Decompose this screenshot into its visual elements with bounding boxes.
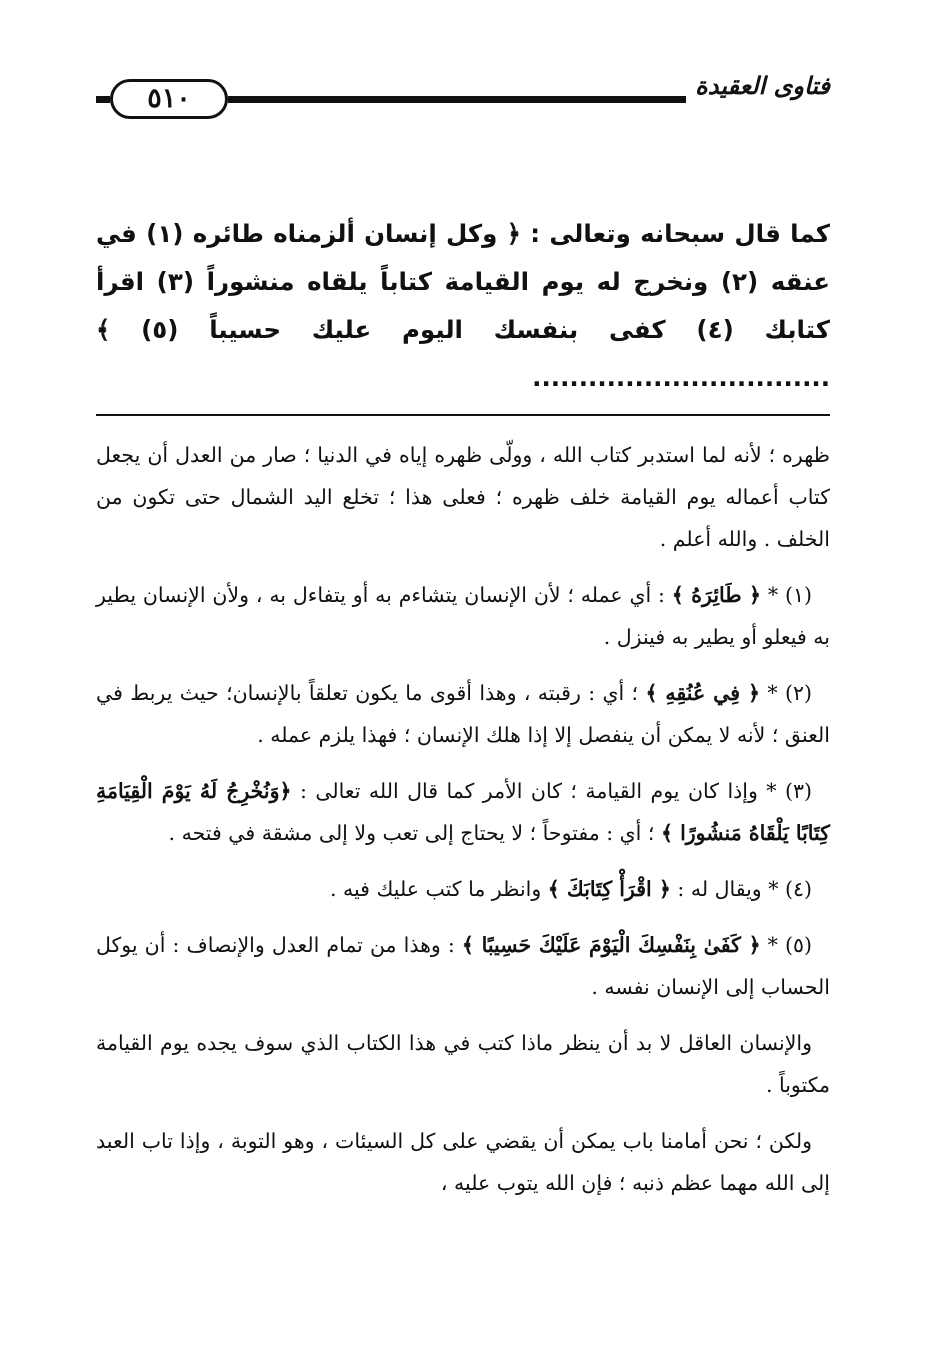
intro-paragraph: ظهره ؛ لأنه لما استدبر كتاب الله ، وولّى ظهره إياه في الدنيا ؛ صار من العدل أن يجعل كتاب أعماله يوم القيامة خلف ظهره ؛ فعلى هذا ؛ تخلع اليد الشمال حتى تكون من الخلف . والله أعلم . — [96, 443, 830, 551]
note-5 — [96, 924, 830, 1008]
quran-quote: ﴿ كَفَىٰ بِنَفْسِكَ الْيَوْمَ عَلَيْكَ حَسِيبًا ﴾ — [461, 933, 761, 957]
paragraph-wise-person: والإنسان العاقل لا بد أن ينظر ماذا كتب في هذا الكتاب الذي سوف يجده يوم القيامة مكتوباً . — [96, 1031, 830, 1097]
page-number: ٥١٠ — [110, 79, 228, 119]
book-page — [96, 68, 830, 1218]
note-text: : وهذا من تمام العدل والإنصاف : أن يوكل الحساب إلى الإنسان نفسه . — [96, 933, 830, 999]
verse-text: كما قال سبحانه وتعالى : ﴿ وكل إنسان ألزمناه طائره (١) في عنقه (٢) ونخرج له يوم القيامة كتاباً يلقاه منشوراً (٣) اقرأ كتابك (٤) كفى بنفسك اليوم عليك حسيباً (٥) ﴾ ................................ — [96, 219, 830, 392]
note-3 — [96, 770, 830, 854]
paragraph-repentance: ولكن ؛ نحن أمامنا باب يمكن أن يقضي على كل السيئات ، وهو التوبة ، وإذا تاب العبد إلى الله مهما عظم ذنبه ؛ فإن الله يتوب عليه ، — [96, 1129, 830, 1195]
verse-block — [96, 210, 830, 402]
section-divider — [96, 414, 830, 416]
note-4 — [96, 868, 830, 910]
note-marker: (٤) * — [761, 877, 812, 901]
quran-quote: ﴿وَنُخْرِجُ لَهُ يَوْمَ الْقِيَامَةِ كِتَابًا يَلْقَاهُ مَنشُورًا ﴾ — [96, 779, 830, 845]
quran-quote: ﴿ فِي عُنُقِهِ ﴾ — [645, 681, 761, 705]
note-text: وانظر ما كتب عليك فيه . — [329, 877, 548, 901]
note-marker: (٢) * — [760, 681, 813, 705]
running-header — [96, 68, 830, 126]
note-pretext: ويقال له : — [670, 877, 762, 901]
note-1 — [96, 574, 830, 658]
note-text: ؛ أي : مفتوحاً ؛ لا يحتاج إلى تعب ولا إلى مشقة في فتحه . — [168, 821, 661, 845]
note-marker: (٥) * — [760, 933, 813, 957]
note-marker: (١) * — [761, 583, 813, 607]
quran-quote: ﴿ طَائِرَهُ ﴾ — [671, 583, 762, 607]
note-2 — [96, 672, 830, 756]
note-pretext: وإذا كان يوم القيامة ؛ كان الأمر كما قال الله تعالى : — [291, 779, 758, 803]
note-marker: (٣) * — [757, 779, 813, 803]
header-rule-end — [96, 96, 110, 103]
header-rule — [228, 96, 686, 103]
quran-quote: ﴿ اقْرَأْ كِتَابَكَ ﴾ — [547, 877, 671, 901]
note-text: : أي عمله ؛ لأن الإنسان يتشاءم به أو يتفاءل به ، ولأن الإنسان يطير به فيعلو أو يطير به فينزل . — [96, 583, 830, 649]
book-title: فتاوى العقيدة — [695, 72, 830, 100]
commentary — [96, 434, 830, 1204]
note-text: ؛ أي : رقبته ، وهذا أقوى ما يكون تعلقاً بالإنسان؛ حيث يربط في العنق ؛ لأنه لا يمكن أن ينفصل إلا إذا هلك الإنسان ؛ فهذا يلزم عمله . — [96, 681, 830, 747]
